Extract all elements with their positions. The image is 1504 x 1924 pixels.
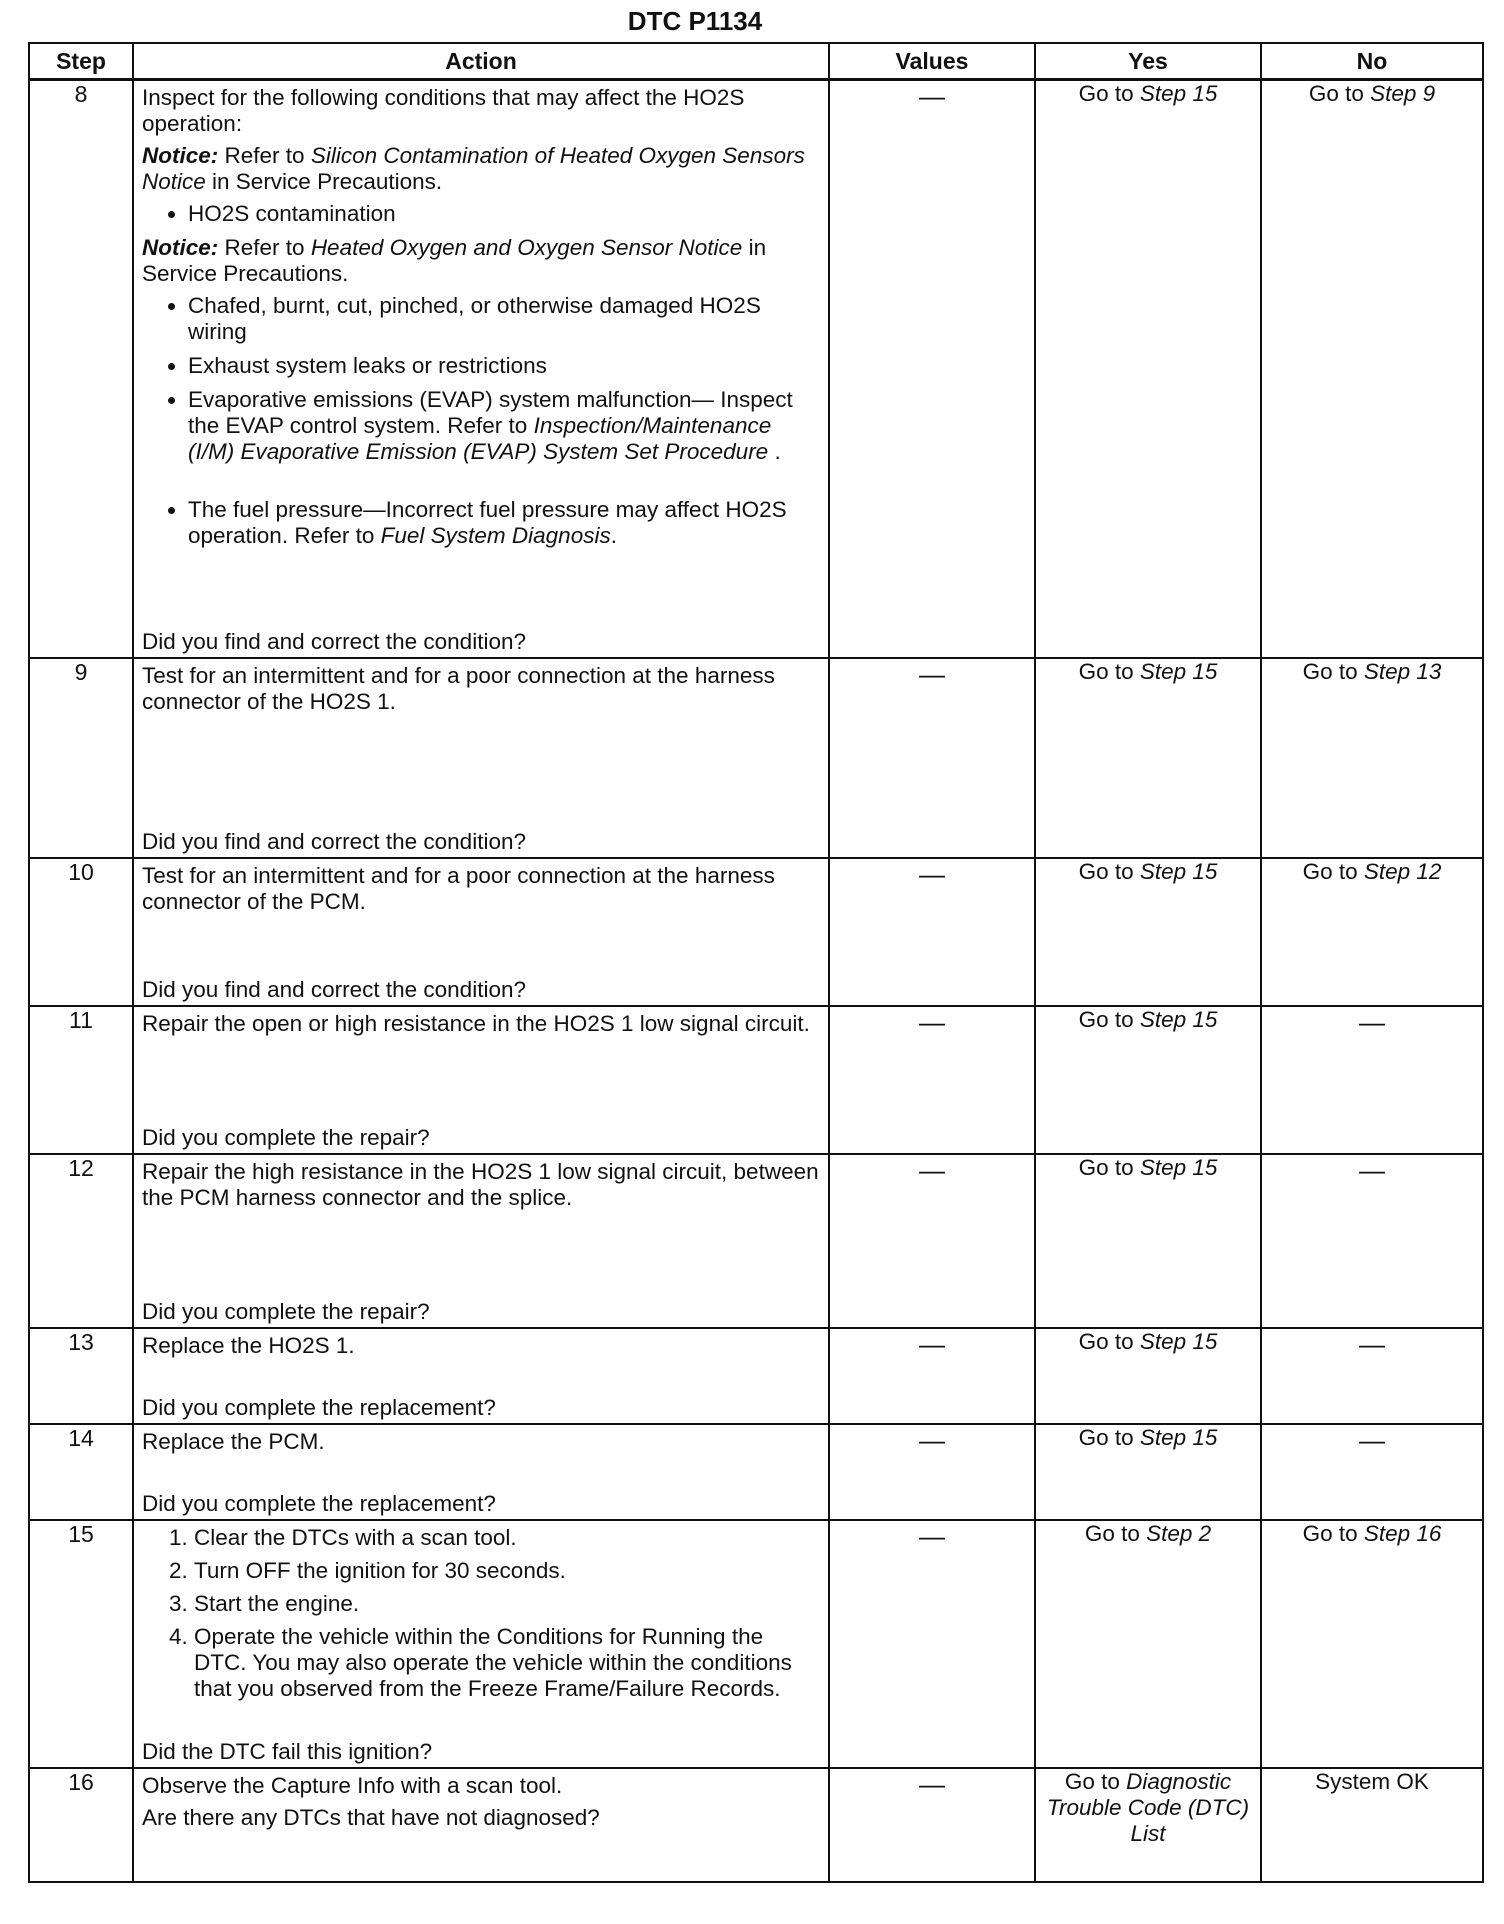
step-link[interactable]: Step 15 xyxy=(1139,1155,1218,1180)
yes-cell xyxy=(1035,858,1261,1006)
table-row xyxy=(29,858,1483,1006)
table-row xyxy=(29,80,1483,659)
action-text: Replace the HO2S 1. xyxy=(142,1333,355,1358)
list-item-text: The fuel pressure—Incorrect fuel pressure may affect HO2S operation. Refer to xyxy=(188,497,787,548)
go-to-text: Go to xyxy=(1302,859,1364,884)
go-to-text: Go to xyxy=(1078,1007,1140,1032)
action-cell xyxy=(133,1768,829,1882)
table-row xyxy=(29,1520,1483,1768)
table-row xyxy=(29,1328,1483,1424)
yes-cell xyxy=(1035,658,1261,858)
yes-cell xyxy=(1035,1768,1261,1882)
list-item: 3. Start the engine. xyxy=(194,1591,820,1617)
action-text: Test for an intermittent and for a poor connection at the harness connector of the HO2S 1. xyxy=(142,663,775,714)
yes-cell xyxy=(1035,1006,1261,1154)
list-item-text: . xyxy=(768,439,781,464)
step-number: 16 xyxy=(29,1768,133,1882)
header-no: No xyxy=(1261,43,1483,80)
list-item-text: Evaporative emissions (EVAP) system malfunction— Inspect the EVAP control system. Refer to xyxy=(188,387,793,438)
step-link[interactable]: Step 15 xyxy=(1139,859,1218,884)
yes-cell xyxy=(1035,1154,1261,1328)
action-question: Did you find and correct the condition? xyxy=(142,829,526,854)
action-question: Did the DTC fail this ignition? xyxy=(142,1739,433,1764)
step-link[interactable]: Step 15 xyxy=(1139,1007,1218,1032)
list-item: 1. Clear the DTCs with a scan tool. xyxy=(194,1525,820,1551)
values-cell: — xyxy=(829,1328,1035,1424)
action-question: Did you find and correct the condition? xyxy=(142,629,526,654)
notice-label: Notice: xyxy=(142,143,219,168)
go-to-text: Go to xyxy=(1078,1425,1140,1450)
no-cell xyxy=(1261,858,1483,1006)
step-number: 15 xyxy=(29,1520,133,1768)
action-text: Test for an intermittent and for a poor connection at the harness connector of the PCM. xyxy=(142,863,775,914)
action-text: Inspect for the following conditions that may affect the HO2S operation: xyxy=(142,85,745,136)
step-number: 10 xyxy=(29,858,133,1006)
action-cell xyxy=(133,1154,829,1328)
action-cell xyxy=(133,1520,829,1768)
go-to-text: Go to xyxy=(1302,659,1364,684)
dtc-table xyxy=(28,42,1484,1883)
notice-reference: Heated Oxygen and Oxygen Sensor Notice xyxy=(310,235,743,260)
action-cell xyxy=(133,1328,829,1424)
list-item: • HO2S contamination xyxy=(188,201,820,227)
step-number: 8 xyxy=(29,80,133,659)
condition-list xyxy=(142,293,820,549)
no-cell: — xyxy=(1261,1154,1483,1328)
values-cell: — xyxy=(829,1154,1035,1328)
list-item: 2. Turn OFF the ignition for 30 seconds. xyxy=(194,1558,820,1584)
action-cell xyxy=(133,858,829,1006)
action-text: Observe the Capture Info with a scan tool. xyxy=(142,1773,563,1798)
go-to-text: Go to xyxy=(1078,1155,1140,1180)
header-action: Action xyxy=(133,43,829,80)
action-question: Did you complete the replacement? xyxy=(142,1395,496,1420)
go-to-text: Go to xyxy=(1078,659,1140,684)
step-link[interactable]: Step 12 xyxy=(1363,859,1442,884)
action-question: Are there any DTCs that have not diagnosed? xyxy=(142,1805,600,1830)
notice-text: in Service Precautions. xyxy=(142,235,767,286)
no-cell xyxy=(1261,80,1483,659)
go-to-text: Go to xyxy=(1308,81,1371,106)
notice-text: in Service Precautions. xyxy=(205,169,443,194)
page-title: DTC P1134 xyxy=(627,6,763,36)
notice xyxy=(142,235,820,287)
step-link[interactable]: Step 16 xyxy=(1363,1521,1442,1546)
values-cell: — xyxy=(829,80,1035,659)
go-to-text: Go to xyxy=(1084,1521,1147,1546)
step-number: 12 xyxy=(29,1154,133,1328)
action-question: Did you find and correct the condition? xyxy=(142,977,526,1002)
yes-cell xyxy=(1035,1328,1261,1424)
notice xyxy=(142,143,820,195)
list-item xyxy=(188,387,820,465)
step-number: 11 xyxy=(29,1006,133,1154)
values-cell: — xyxy=(829,1424,1035,1520)
list-item: • Chafed, burnt, cut, pinched, or otherwise damaged HO2S wiring xyxy=(188,293,820,345)
table-row xyxy=(29,1006,1483,1154)
step-link[interactable]: Step 15 xyxy=(1139,1425,1218,1450)
values-cell: — xyxy=(829,858,1035,1006)
yes-cell xyxy=(1035,1520,1261,1768)
go-to-text: Go to xyxy=(1078,1329,1140,1354)
no-cell: — xyxy=(1261,1006,1483,1154)
no-cell xyxy=(1261,658,1483,858)
values-cell: — xyxy=(829,1006,1035,1154)
step-link[interactable]: Step 15 xyxy=(1139,81,1218,106)
action-question: Did you complete the replacement? xyxy=(142,1491,496,1516)
notice-text: Refer to xyxy=(218,143,311,168)
values-cell: — xyxy=(829,1768,1035,1882)
step-number: 9 xyxy=(29,658,133,858)
values-cell: — xyxy=(829,1520,1035,1768)
step-link[interactable]: Step 15 xyxy=(1139,659,1218,684)
header-row xyxy=(29,43,1483,80)
header-values: Values xyxy=(829,43,1035,80)
step-link[interactable]: Step 15 xyxy=(1139,1329,1218,1354)
no-cell xyxy=(1261,1520,1483,1768)
action-text: Repair the open or high resistance in the HO2S 1 low signal circuit. xyxy=(142,1011,810,1036)
action-cell xyxy=(133,80,829,659)
step-link[interactable]: Step 13 xyxy=(1363,659,1442,684)
values-cell: — xyxy=(829,658,1035,858)
table-row xyxy=(29,1768,1483,1882)
no-cell: — xyxy=(1261,1424,1483,1520)
yes-cell xyxy=(1035,80,1261,659)
step-number: 14 xyxy=(29,1424,133,1520)
procedure-reference: Inspection/Maintenance (I/M) Evaporative Emission (EVAP) System Set Procedure xyxy=(188,413,772,464)
header-step: Step xyxy=(29,43,133,80)
action-cell xyxy=(133,658,829,858)
list-item: • Exhaust system leaks or restrictions xyxy=(188,353,820,379)
list-item-text: . xyxy=(610,523,617,548)
action-cell xyxy=(133,1424,829,1520)
table-row xyxy=(29,1424,1483,1520)
header-yes: Yes xyxy=(1035,43,1261,80)
no-cell: — xyxy=(1261,1328,1483,1424)
action-question: Did you complete the repair? xyxy=(142,1125,430,1150)
step-link[interactable]: Step 2 xyxy=(1146,1521,1212,1546)
condition-list xyxy=(142,201,820,227)
action-question: Did you complete the repair? xyxy=(142,1299,430,1324)
action-cell xyxy=(133,1006,829,1154)
go-to-text: Go to xyxy=(1078,859,1140,884)
go-to-text: Go to xyxy=(1064,1769,1127,1794)
dtc-list-link[interactable]: Diagnostic Trouble Code (DTC) List xyxy=(1046,1769,1250,1846)
go-to-text: Go to xyxy=(1078,81,1140,106)
table-row xyxy=(29,658,1483,858)
notice-text: Refer to xyxy=(218,235,311,260)
notice-label: Notice: xyxy=(142,235,219,260)
go-to-text: Go to xyxy=(1302,1521,1364,1546)
list-item xyxy=(188,497,820,549)
notice-reference: Silicon Contamination of Heated Oxygen Sensors Notice xyxy=(142,143,805,194)
list-item: 4. Operate the vehicle within the Conditions for Running the DTC. You may also operate the vehicle within the conditions that you observed from the Freeze Frame/Failure Records. xyxy=(194,1624,820,1702)
procedure-list xyxy=(142,1525,820,1702)
table-row xyxy=(29,1154,1483,1328)
action-text: Repair the high resistance in the HO2S 1 low signal circuit, between the PCM harness connector and the splice. xyxy=(142,1159,819,1210)
step-number: 13 xyxy=(29,1328,133,1424)
no-cell: System OK xyxy=(1261,1768,1483,1882)
procedure-reference: Fuel System Diagnosis xyxy=(380,523,611,548)
yes-cell xyxy=(1035,1424,1261,1520)
action-text: Replace the PCM. xyxy=(142,1429,325,1454)
step-link[interactable]: Step 9 xyxy=(1370,81,1436,106)
